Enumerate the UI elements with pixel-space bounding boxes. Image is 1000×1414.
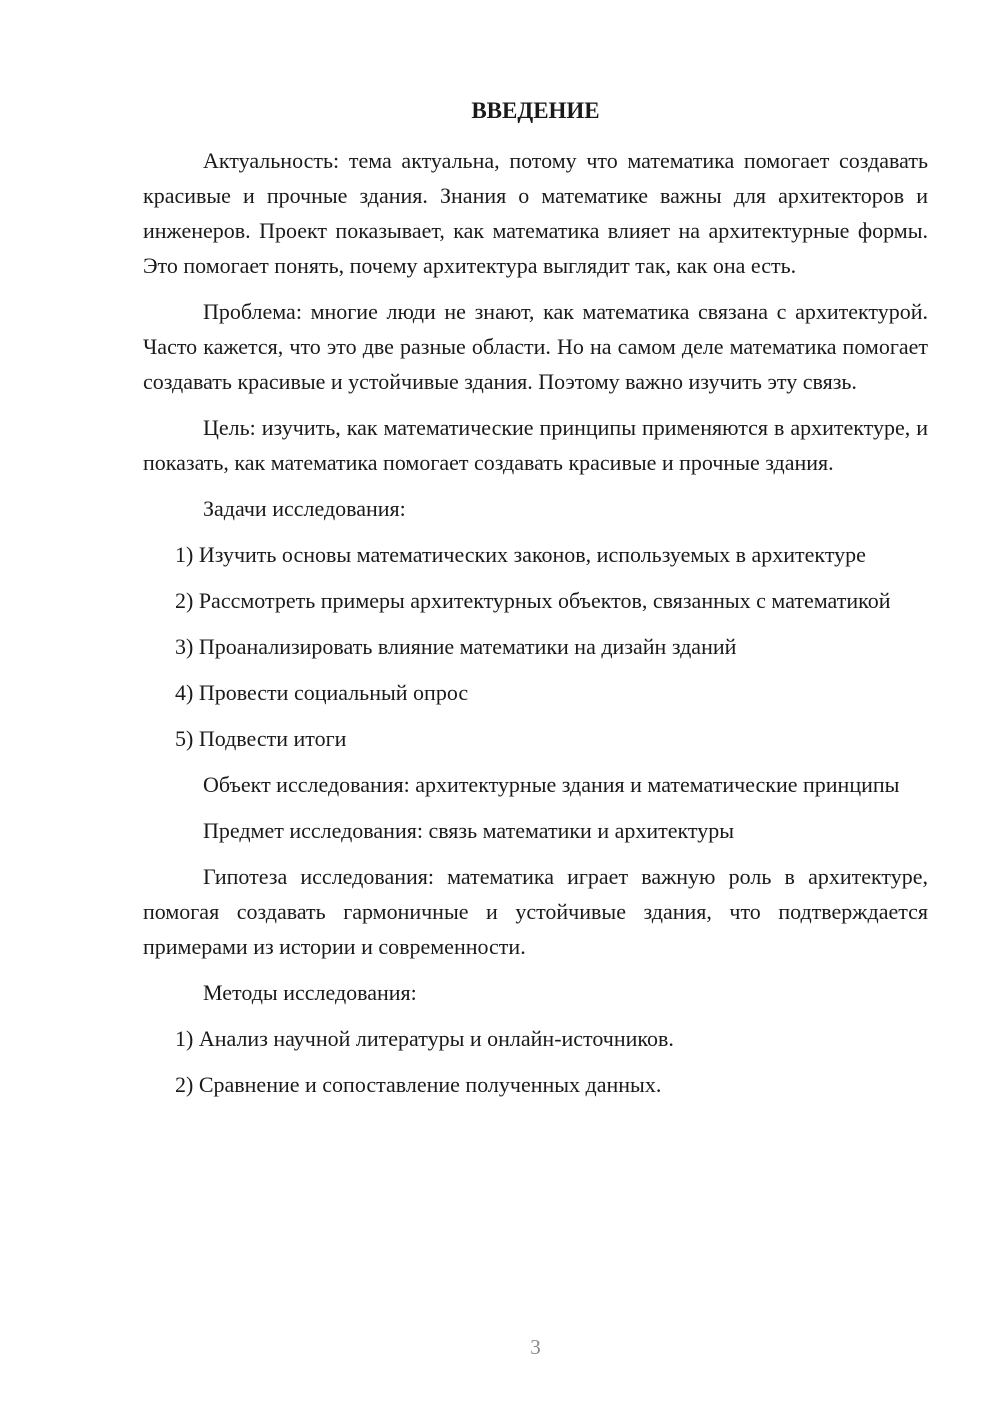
task-item-4: 4) Провести социальный опрос [175,680,469,705]
relevance-paragraph: Актуальность: тема актуальна, потому что математика помогает создавать красивые и прочные здания. Знания о математике важны для архитекторов и инженеров. Проект показывает, как математика влияет на архитектурные формы. Это помогает понять, почему архитектура выглядит так, как она есть. [143,148,928,278]
task-item-3: 3) Проанализировать влияние математики на дизайн зданий [175,634,737,659]
goal-paragraph: Цель: изучить, как математические принципы применяются в архитектуре, и показать, как математика помогает создавать красивые и прочные здания. [143,415,928,475]
problem-paragraph: Проблема: многие люди не знают, как математика связана с архитектурой. Часто кажется, что это две разные области. Но на самом деле математика помогает создавать красивые и устойчивые здания. Поэтому важно изучить эту связь. [143,299,928,394]
tasks-heading: Задачи исследования: [203,496,406,521]
task-item-2: 2) Рассмотреть примеры архитектурных объектов, связанных с математикой [175,588,891,613]
document-body [143,143,928,1113]
method-item-1: 1) Анализ научной литературы и онлайн-источников. [175,1026,674,1051]
task-item-5: 5) Подвести итоги [175,726,347,751]
method-item-2: 2) Сравнение и сопоставление полученных данных. [175,1072,662,1097]
section-title: ВВЕДЕНИЕ [471,98,600,123]
object-paragraph: Объект исследования: архитектурные здания и математические принципы [203,772,900,797]
document-page [143,0,928,1414]
subject-paragraph: Предмет исследования: связь математики и архитектуры [203,818,735,843]
methods-heading: Методы исследования: [203,980,417,1005]
page-number: 3 [530,1335,541,1359]
task-item-1: 1) Изучить основы математических законов, используемых в архитектуре [175,542,866,567]
hypothesis-paragraph: Гипотеза исследования: математика играет важную роль в архитектуре, помогая создавать гармоничные и устойчивые здания, что подтверждается примерами из истории и современности. [143,864,928,959]
